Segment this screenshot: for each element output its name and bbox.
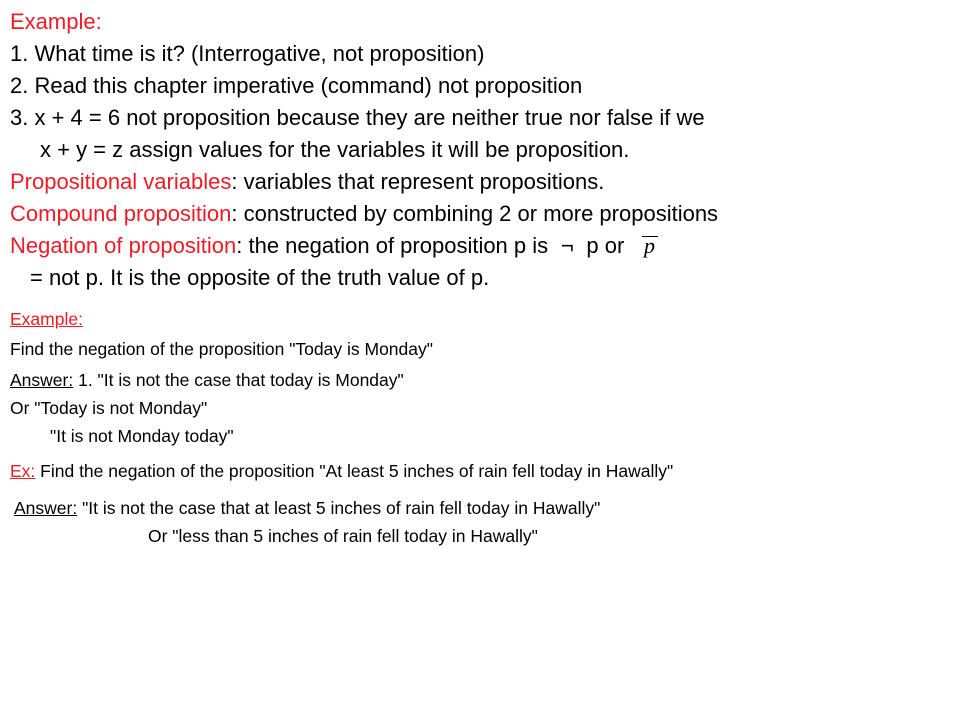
term-negation: Negation of proposition (10, 233, 237, 258)
example-line-3: 3. x + 4 = 6 not proposition because they are neither true nor false if we (10, 105, 705, 130)
example-heading: Example: (10, 9, 102, 34)
p-bar-symbol: p (638, 230, 660, 262)
example2-heading: Example: (10, 309, 83, 329)
negation-after-symbol: p or (586, 233, 625, 258)
example2-answer-3: "It is not Monday today" (50, 426, 234, 446)
definition-compound-proposition (10, 198, 718, 230)
example2-question: Find the negation of the proposition "Today is Monday" (10, 339, 433, 359)
ex3-label: Ex: (10, 461, 36, 481)
example-line-4: x + y = z assign values for the variables it will be proposition. (40, 137, 630, 162)
ex3-question (10, 459, 673, 484)
definition-text: : the negation of proposition p is (236, 233, 549, 258)
definition-text: : variables that represent propositions. (231, 169, 605, 194)
negation-continuation: = not p. It is the opposite of the truth value of p. (30, 265, 490, 290)
definition-negation (10, 230, 660, 262)
definition-propositional-variables (10, 166, 604, 198)
negation-symbol: ¬ (560, 233, 574, 258)
answer-text: 1. "It is not the case that today is Monday" (73, 370, 404, 390)
ex3-answer-1 (14, 496, 600, 521)
answer-text: "It is not the case that at least 5 inches of rain fell today in Hawally" (77, 498, 601, 518)
example-line-2: 2. Read this chapter imperative (command) not proposition (10, 73, 583, 98)
term-compound-proposition: Compound proposition (10, 201, 232, 226)
answer-label: Answer: (10, 370, 74, 390)
ex3-question-text: Find the negation of the proposition "At least 5 inches of rain fell today in Hawally" (35, 461, 674, 481)
definition-text: : constructed by combining 2 or more propositions (231, 201, 719, 226)
ex3-answer-2: Or "less than 5 inches of rain fell today in Hawally" (148, 526, 538, 546)
answer-label: Answer: (14, 498, 78, 518)
example2-answer-1 (10, 368, 404, 393)
term-propositional-variables: Propositional variables (10, 169, 232, 194)
example-line-1: 1. What time is it? (Interrogative, not proposition) (10, 41, 485, 66)
example2-answer-2: Or "Today is not Monday" (10, 398, 208, 418)
